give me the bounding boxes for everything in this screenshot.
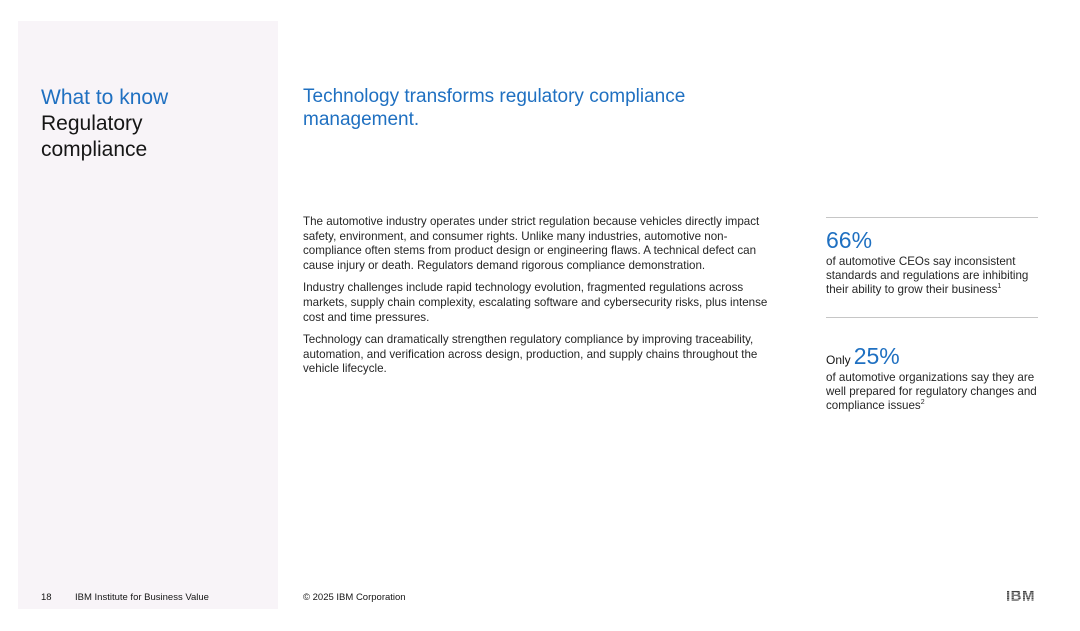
stat-value: 25% <box>853 343 900 369</box>
headline: Technology transforms regulatory compliance management. <box>303 86 686 130</box>
stats-column <box>826 217 1038 414</box>
body-paragraph: Industry challenges include rapid technology evolution, fragmented regulations across markets, supply chain complexity, escalating software and cybersecurity risks, plus intense cost and time pressures. <box>303 281 768 324</box>
stat-description-text: of automotive organizations say they are well prepared for regulatory changes and compliance issues <box>826 371 1037 413</box>
stat-block <box>826 217 1038 317</box>
stat-figure-row <box>826 343 1038 369</box>
stat-prefix: Only <box>826 353 851 367</box>
stat-description-text: of automotive CEOs say inconsistent standards and regulations are inhibiting their ability to grow their business <box>826 255 1029 297</box>
stat-description <box>826 255 1038 298</box>
footnote-marker: 2 <box>920 399 925 407</box>
stat-figure-row <box>826 227 1038 253</box>
stat-block <box>826 317 1038 414</box>
stat-description <box>826 371 1038 414</box>
section-title: Regulatory compliance <box>41 112 148 161</box>
body-text <box>303 215 781 385</box>
stat-value: 66% <box>826 227 873 253</box>
footnote-marker: 1 <box>997 283 1002 291</box>
section-label: What to know <box>41 86 169 109</box>
footer-organization: IBM Institute for Business Value <box>75 592 209 603</box>
page-number: 18 <box>41 592 52 603</box>
body-paragraph: The automotive industry operates under strict regulation because vehicles directly impact safety, environment, and consumer rights. Unlike many industries, automotive non-compliance often stems from product design or engineering flaws. A technical defect can cause injury or death. Regulators demand rigorous compliance demonstration. <box>303 215 760 272</box>
body-paragraph: Technology can dramatically strengthen regulatory compliance by improving traceability, automation, and verification across design, production, and supply chains throughout the vehicle lifecycle. <box>303 333 758 376</box>
footer-copyright: © 2025 IBM Corporation <box>303 592 406 603</box>
ibm-logo-icon <box>1002 587 1039 602</box>
